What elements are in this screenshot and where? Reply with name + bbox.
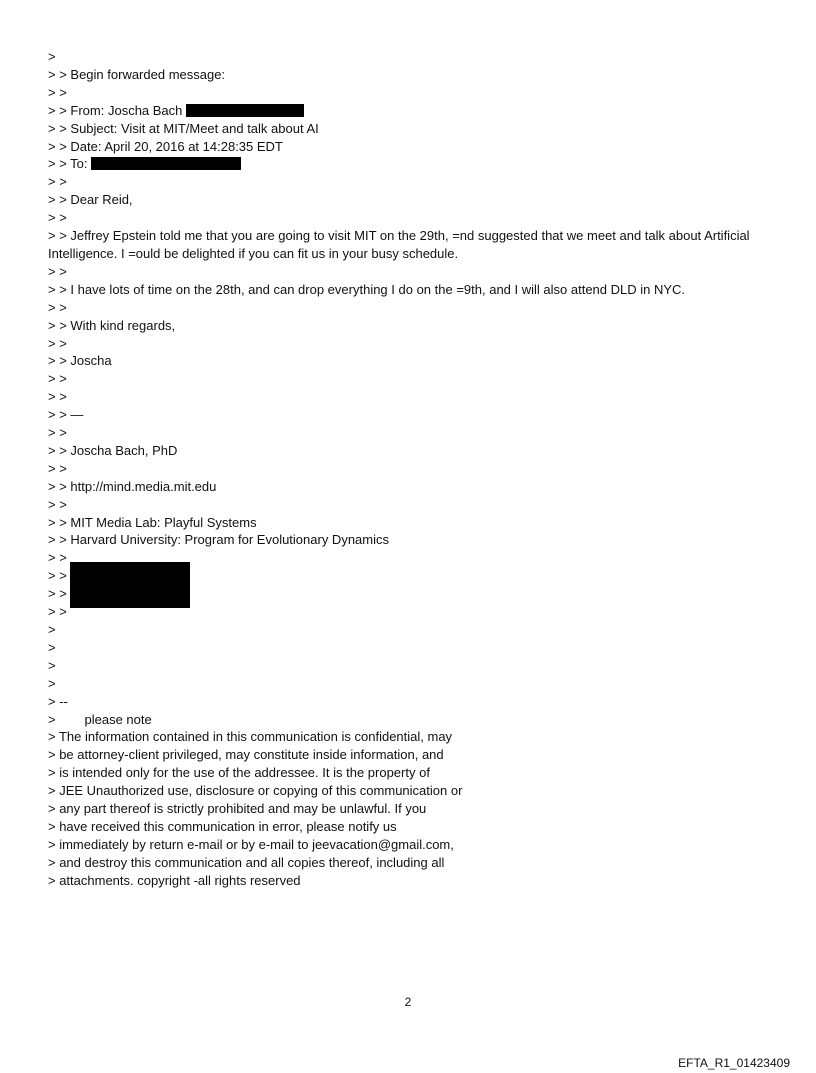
- quote-line: > >: [48, 586, 67, 602]
- redaction-box: [186, 104, 304, 117]
- quote-line: > >: [48, 425, 67, 441]
- quote-line: >: [48, 675, 56, 691]
- signature-name: > > Joscha: [48, 353, 112, 369]
- document-id: EFTA_R1_01423409: [678, 1056, 790, 1070]
- disclaimer-line: > have received this communication in error, please notify us: [48, 818, 397, 834]
- disclaimer-line: > The information contained in this communication is confidential, may: [48, 729, 453, 745]
- disclaimer-heading: > please note: [48, 711, 152, 727]
- page-number: 2: [404, 995, 412, 1009]
- subject-line: > > Subject: Visit at MIT/Meet and talk about AI: [48, 120, 319, 136]
- body-paragraph-1: > > Jeffrey Epstein told me that you are going to visit MIT on the 29th, =nd suggested that we meet and talk about Artificial Intelligence. I =ould be delighted if you can fit us in your busy schedule.: [48, 228, 750, 261]
- quote-line: > >: [48, 210, 67, 226]
- quote-line: > >: [48, 568, 67, 584]
- quote-line: > >: [48, 496, 67, 512]
- disclaimer-separator: > --: [48, 693, 68, 709]
- from-text: > > From: Joscha Bach: [48, 102, 187, 118]
- to-line: [48, 155, 768, 173]
- quote-line: >: [48, 657, 56, 673]
- to-text: > > To:: [48, 156, 92, 172]
- disclaimer-line: > attachments. copyright -all rights reserved: [48, 872, 301, 888]
- quote-line: >: [48, 49, 56, 64]
- quote-line: > >: [48, 389, 67, 405]
- signature-affiliation-2: > > Harvard University: Program for Evolutionary Dynamics: [48, 532, 390, 548]
- disclaimer-line: > be attorney-client privileged, may constitute inside information, and: [48, 747, 444, 763]
- date-line: > > Date: April 20, 2016 at 14:28:35 EDT: [48, 138, 283, 154]
- quote-line: > >: [48, 550, 67, 566]
- quote-line: > >: [48, 460, 67, 476]
- quote-line: > >: [48, 371, 67, 387]
- disclaimer-line: > any part thereof is strictly prohibited and may be unlawful. If you: [48, 801, 427, 817]
- quote-line: > >: [48, 299, 67, 315]
- closing: > > With kind regards,: [48, 317, 176, 333]
- quote-line: > >: [48, 335, 67, 351]
- signature-full-name: > > Joscha Bach, PhD: [48, 442, 178, 458]
- redaction-block: [70, 562, 190, 608]
- quote-line: >: [48, 639, 56, 655]
- from-line: [48, 102, 768, 120]
- quote-line: > >: [48, 84, 67, 100]
- email-body: [48, 48, 768, 890]
- signature-separator: > > —: [48, 407, 84, 423]
- forward-header: > > Begin forwarded message:: [48, 66, 226, 82]
- quote-line: > >: [48, 174, 67, 190]
- body-paragraph-2: > > I have lots of time on the 28th, and can drop everything I do on the =9th, and I will also attend DLD in NYC.: [48, 281, 686, 297]
- signature-url: > > http://mind.media.mit.edu: [48, 478, 217, 494]
- quote-line: >: [48, 622, 56, 637]
- disclaimer-line: > immediately by return e-mail or by e-mail to jeevacation@gmail.com,: [48, 836, 454, 852]
- disclaimer-line: > is intended only for the use of the addressee. It is the property of: [48, 765, 430, 781]
- disclaimer-line: > JEE Unauthorized use, disclosure or copying of this communication or: [48, 783, 463, 799]
- quote-line: > >: [48, 604, 67, 620]
- redaction-box: [91, 157, 241, 170]
- quote-line: > >: [48, 263, 67, 279]
- disclaimer-line: > and destroy this communication and all copies thereof, including all: [48, 854, 445, 870]
- greeting: > > Dear Reid,: [48, 192, 133, 208]
- signature-affiliation-1: > > MIT Media Lab: Playful Systems: [48, 514, 257, 530]
